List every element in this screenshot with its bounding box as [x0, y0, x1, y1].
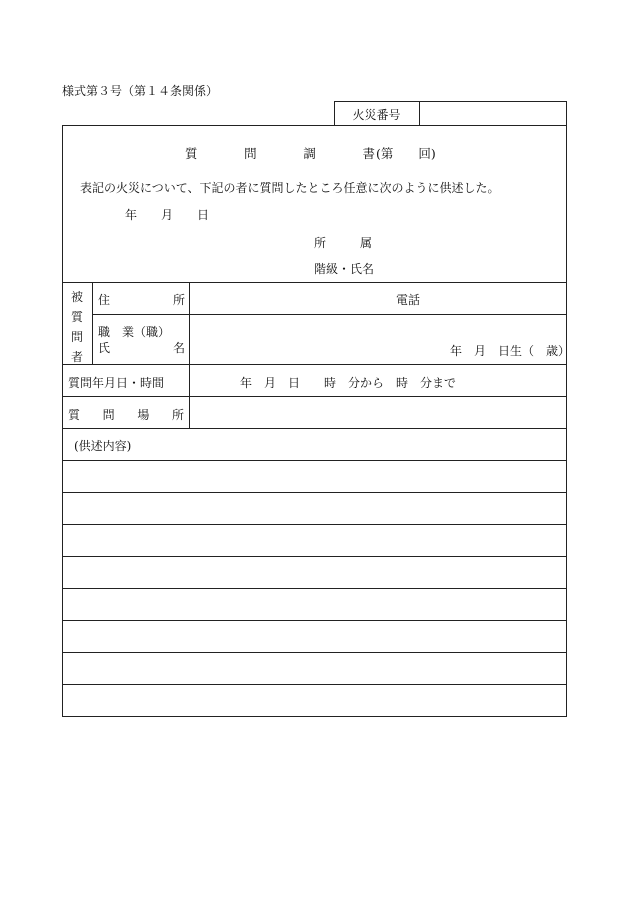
- statement-content-area[interactable]: [64, 430, 564, 714]
- occupation-label: 職 業（職）: [98, 325, 171, 339]
- questioning-place-field[interactable]: [192, 400, 562, 424]
- respondent-side-label: 被 質 問 者: [70, 290, 83, 364]
- statement-text: 表記の火災について、下記の者に質問したところ任意に次のように供述した。: [80, 181, 500, 195]
- address-label: 住 所: [98, 293, 185, 307]
- fire-number-field[interactable]: [420, 106, 566, 122]
- phone-label: 電話: [396, 293, 421, 307]
- form-title: 質 問 調 書: [185, 146, 375, 161]
- record-date: 年 月 日: [125, 208, 210, 222]
- address-field[interactable]: [192, 286, 372, 310]
- questioning-place-label: 質 問 場 所: [68, 408, 184, 422]
- phone-field[interactable]: [430, 286, 560, 310]
- form-title-round: (第 回): [376, 146, 436, 161]
- affiliation-label: 所 属: [314, 236, 372, 250]
- birth-date-label: 年 月 日生（ 歳）: [450, 344, 571, 358]
- fire-number-label: 火災番号: [352, 108, 401, 122]
- rank-name-label: 階級・氏名: [314, 262, 375, 276]
- questioning-datetime-label: 質問年月日・時間: [68, 376, 165, 390]
- name-label: 氏 名: [98, 341, 185, 355]
- questioning-datetime-value[interactable]: 年 月 日 時 分から 時 分まで: [240, 376, 457, 390]
- form-label: 様式第３号（第１４条関係）: [62, 84, 219, 98]
- occupation-name-field[interactable]: [192, 318, 442, 360]
- statement-content-label: (供述内容): [74, 439, 132, 453]
